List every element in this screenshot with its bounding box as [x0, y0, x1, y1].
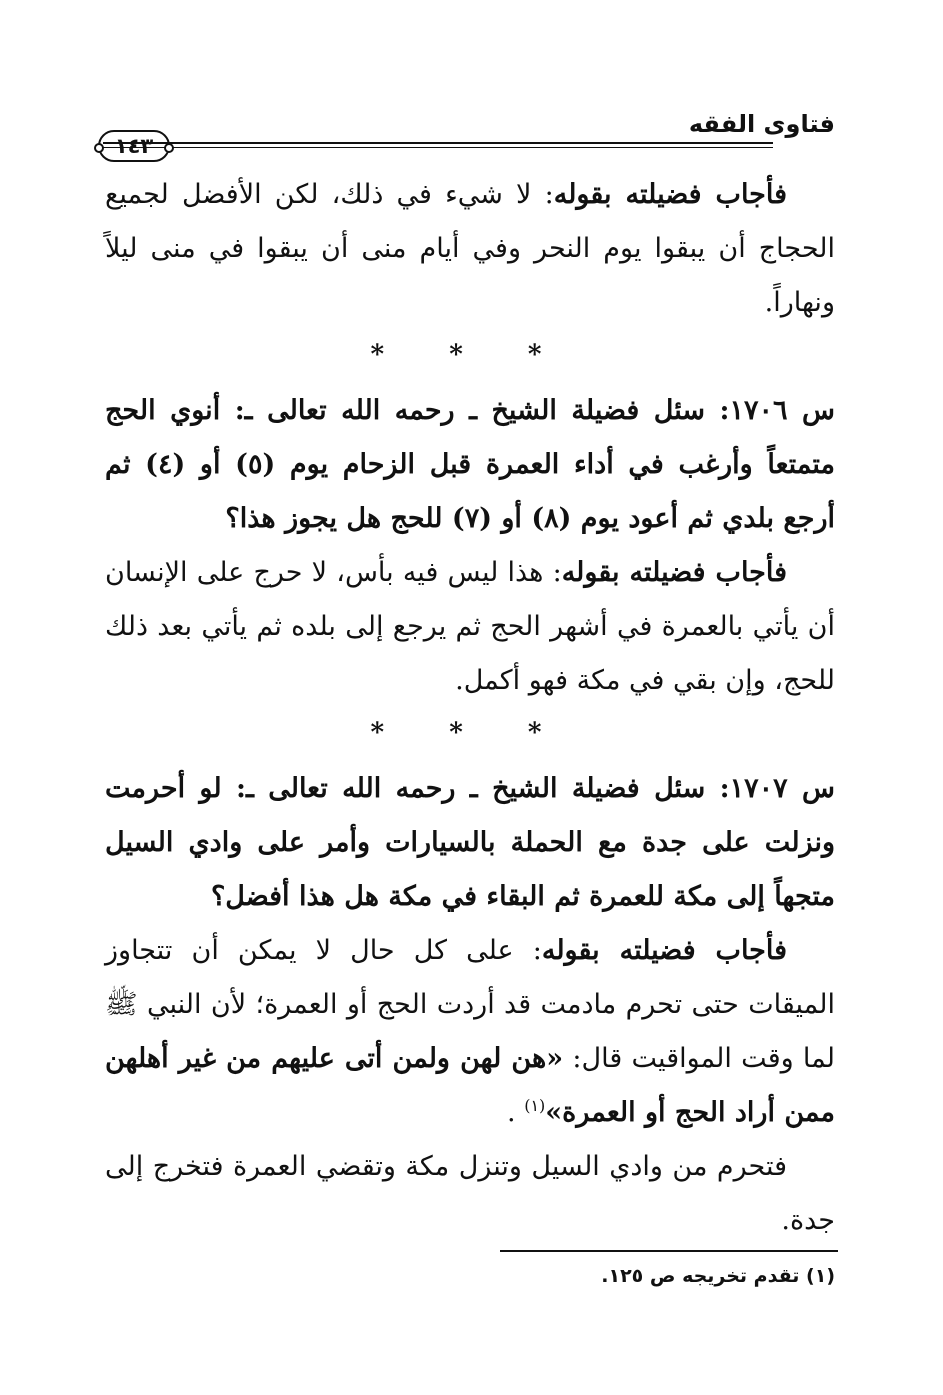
answer-paragraph: [105, 546, 835, 708]
section-separator: * * *: [370, 718, 570, 748]
question-paragraph: [105, 762, 835, 924]
page-number: ١٤٣: [98, 130, 170, 162]
answer-text: : هذا ليس فيه بأس، لا حرج على الإنسان أن يأتي بالعمرة في أشهر الحج ثم يرجع إلى بلده ثم يأتي بعد ذلك للحج، وإن بقي في مكة فهو أكمل.: [105, 557, 835, 696]
continuation-paragraph: فتحرم من وادي السيل وتنزل مكة وتقضي العمرة فتخرج إلى جدة.: [105, 1151, 835, 1236]
footnote-reference: (١): [524, 1096, 546, 1115]
hadith-quote: «هن لهن ولمن أتى عليهم من غير أهلهن ممن أراد الحج أو العمرة»: [105, 1043, 835, 1128]
running-header-title: فتاوى الفقه: [688, 110, 835, 138]
question-paragraph: [105, 384, 835, 546]
answer-text: : لا شيء في ذلك، لكن الأفضل لجميع الحجاج أن يبقوا يوم النحر وفي أيام منى أن يبقوا في منى ليلاً ونهاراً.: [105, 179, 835, 318]
answer-lead: فأجاب فضيلته بقوله: [553, 179, 787, 210]
header-rule: [103, 142, 773, 148]
answer-text: : على كل حال لا يمكن أن تتجاوز الميقات حتى تحرم مادمت قد أردت الحج أو العمرة؛ لأن النبي ﷺ لما وقت المواقيت قال:: [105, 935, 835, 1074]
footnote: (١) تقدم تخريجه ص ١٢٥.: [601, 1265, 835, 1287]
question-number: س ١٧٠٦:: [719, 395, 836, 426]
answer-end: .: [507, 1097, 525, 1128]
question-text: سئل فضيلة الشيخ ـ رحمه الله تعالى ـ: لو أحرمت ونزلت على جدة مع الحملة بالسيارات وأمر على وادي السيل متجهاً إلى مكة للعمرة ثم البقاء في مكة هل هذا أفضل؟: [105, 773, 835, 912]
question-number: س ١٧٠٧:: [719, 773, 835, 804]
page-body: [105, 168, 835, 1248]
answer-lead: فأجاب فضيلته بقوله: [561, 557, 787, 588]
question-text: سئل فضيلة الشيخ ـ رحمه الله تعالى ـ: أنوي الحج متمتعاً وأرغب في أداء العمرة قبل الزحام يوم (٥) أو (٤) ثم أرجع بلدي ثم أعود يوم (٨) أو (٧) للحج هل يجوز هذا؟: [105, 395, 835, 534]
answer-lead: فأجاب فضيلته بقوله: [541, 935, 788, 966]
answer-paragraph: [105, 168, 835, 330]
footnote-rule: [500, 1250, 838, 1252]
answer-paragraph: [105, 924, 835, 1140]
section-separator: * * *: [370, 340, 570, 370]
